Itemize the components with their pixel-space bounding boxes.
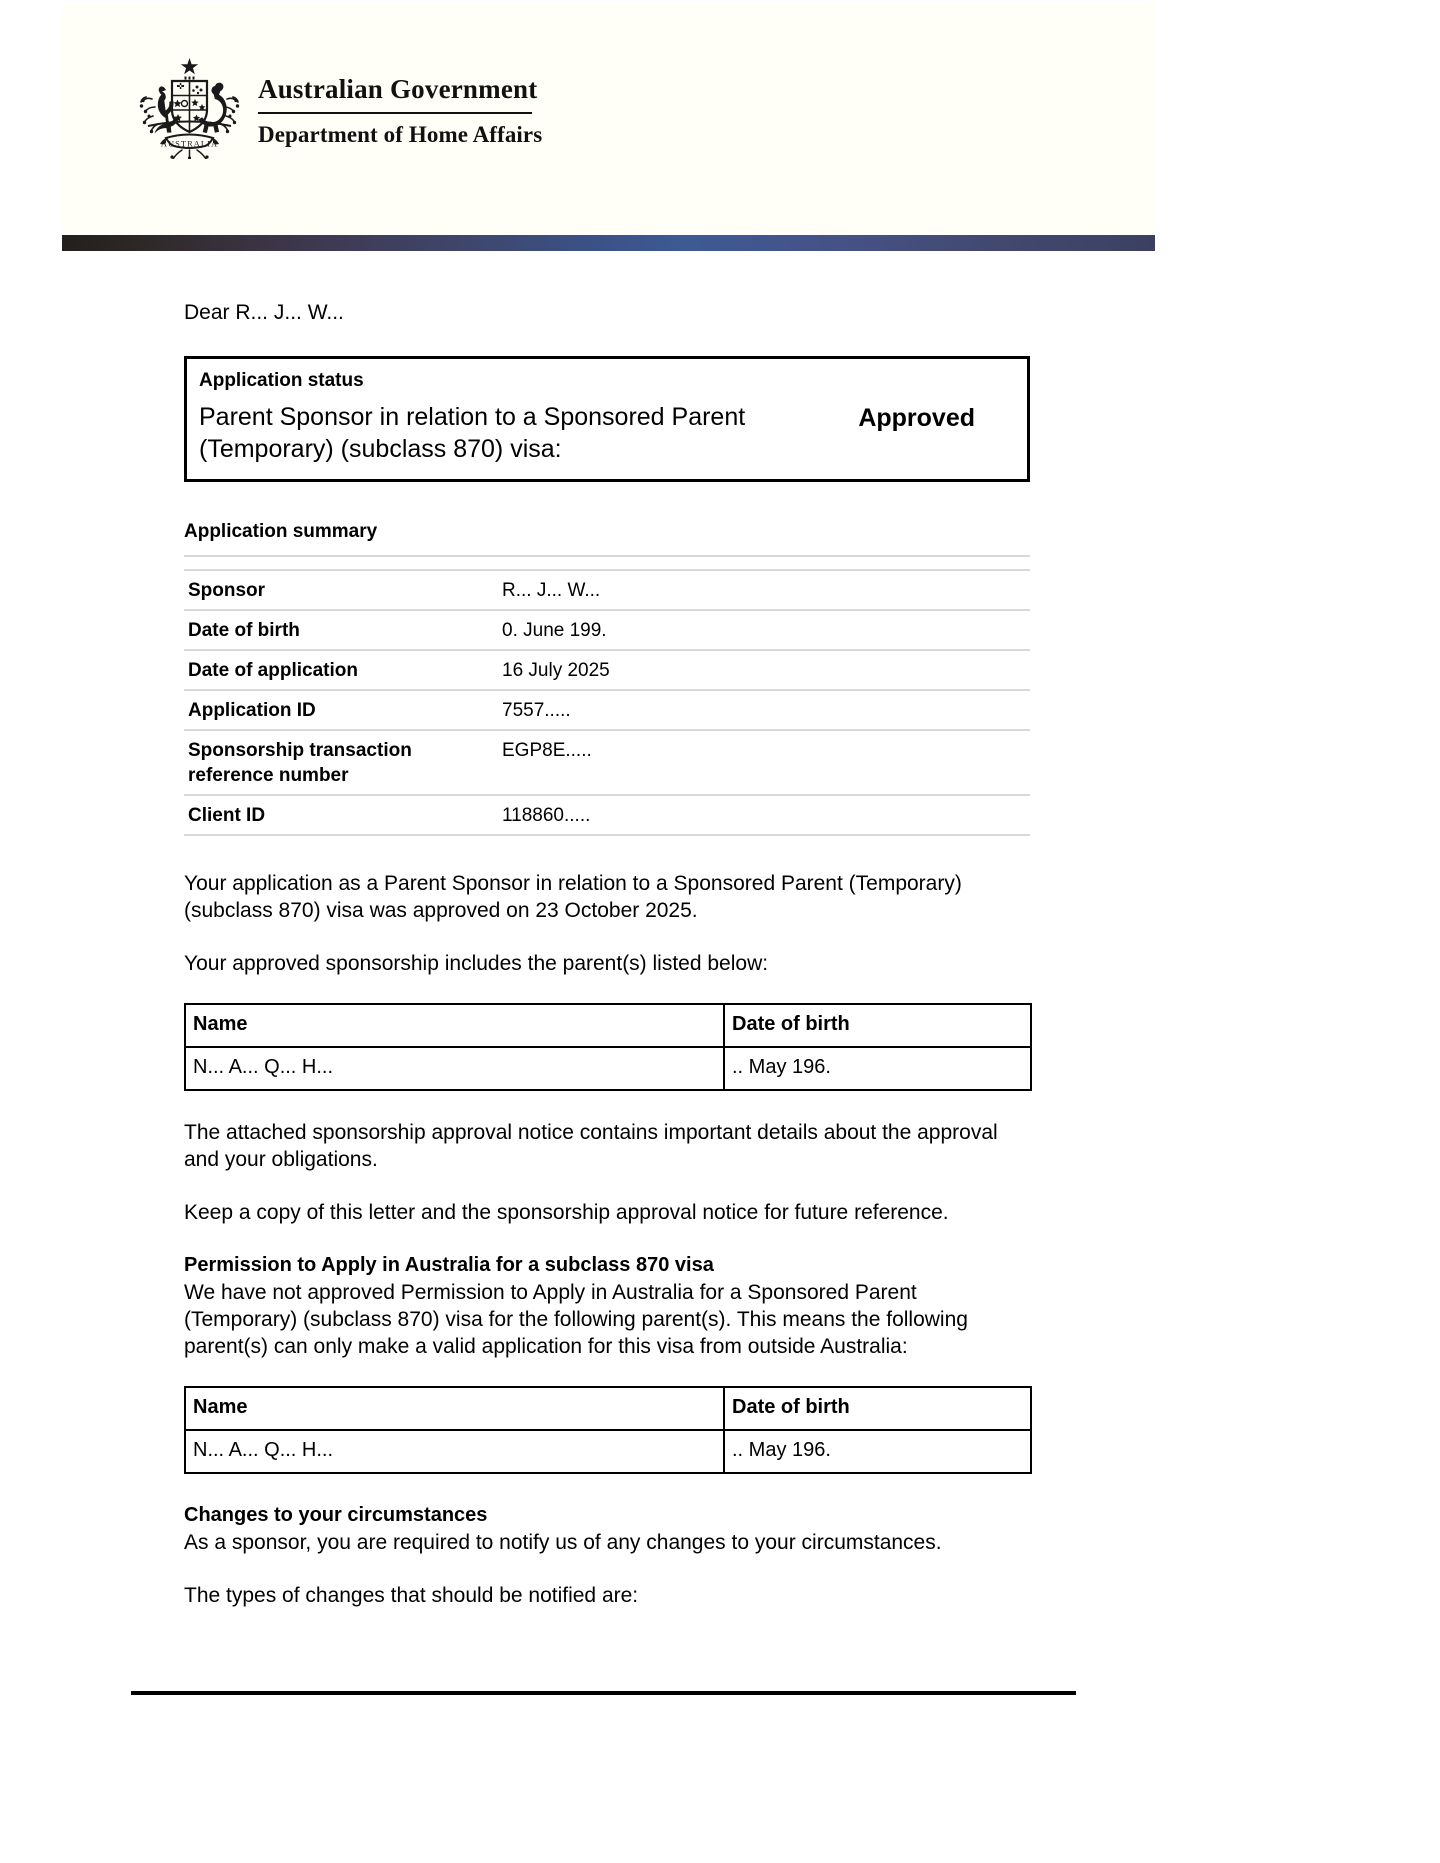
permission-parent-name: N... A... Q... H... bbox=[185, 1430, 724, 1473]
summary-top-rule-row bbox=[184, 556, 1030, 570]
attached-notice-paragraph: The attached sponsorship approval notice contains important details about the approval and your obligations. bbox=[184, 1121, 998, 1171]
table-row bbox=[184, 690, 1030, 730]
table-row bbox=[185, 1047, 1031, 1090]
summary-label-application-id: Application ID bbox=[184, 690, 498, 730]
includes-parents-paragraph: Your approved sponsorship includes the parent(s) listed below: bbox=[184, 952, 769, 975]
summary-label-sponsor: Sponsor bbox=[184, 570, 498, 610]
application-status-heading: Application status bbox=[199, 370, 364, 391]
government-wordmark bbox=[258, 74, 558, 148]
permission-to-apply-body: We have not approved Permission to Apply in Australia for a Sponsored Parent (Temporary) (subclass 870) visa for the following parent(s). This means the following parent(s) can only make a valid application for this visa from outside Australia: bbox=[184, 1281, 968, 1358]
brand-gradient-bar bbox=[62, 235, 1155, 251]
table-header-row bbox=[185, 1387, 1031, 1430]
wordmark-divider bbox=[258, 112, 532, 114]
wordmark-line-department: Department of Home Affairs bbox=[258, 122, 543, 147]
summary-value-client-id: 118860..... bbox=[498, 795, 1030, 835]
permission-parents-table bbox=[184, 1386, 1032, 1474]
approved-parents-header-dob: Date of birth bbox=[724, 1004, 1031, 1047]
table-row bbox=[185, 1430, 1031, 1473]
keep-copy-paragraph: Keep a copy of this letter and the sponsorship approval notice for future reference. bbox=[184, 1201, 949, 1224]
salutation: Dear R... J... W... bbox=[184, 301, 344, 324]
table-row bbox=[184, 730, 1030, 795]
summary-label-date-of-birth: Date of birth bbox=[184, 610, 498, 650]
approved-parents-table bbox=[184, 1003, 1032, 1091]
table-row bbox=[184, 570, 1030, 610]
wordmark-line-australian-government: Australian Government bbox=[258, 74, 538, 104]
application-summary-heading: Application summary bbox=[184, 521, 378, 542]
approval-paragraph: Your application as a Parent Sponsor in relation to a Sponsored Parent (Temporary) (subclass 870) visa was approved on 23 October 2025. bbox=[184, 872, 962, 922]
table-row bbox=[184, 650, 1030, 690]
approved-parent-dob: .. May 196. bbox=[724, 1047, 1031, 1090]
changes-to-circumstances-heading: Changes to your circumstances bbox=[184, 1504, 488, 1526]
types-of-changes-paragraph: The types of changes that should be notified are: bbox=[184, 1584, 639, 1607]
summary-label-sponsorship-transaction-reference-number: Sponsorship transaction reference number bbox=[184, 730, 498, 795]
approved-parents-header-name: Name bbox=[185, 1004, 724, 1047]
masthead bbox=[62, 4, 1155, 234]
approved-parent-name: N... A... Q... H... bbox=[185, 1047, 724, 1090]
summary-value-sponsorship-transaction-reference-number: EGP8E..... bbox=[498, 730, 1030, 795]
application-status-row bbox=[199, 401, 1015, 465]
summary-value-date-of-birth: 0. June 199. bbox=[498, 610, 1030, 650]
letter-body bbox=[184, 300, 1030, 1635]
australian-coat-of-arms-icon bbox=[122, 54, 257, 159]
summary-label-date-of-application: Date of application bbox=[184, 650, 498, 690]
permission-parents-header-name: Name bbox=[185, 1387, 724, 1430]
svg-text:AUSTRALIA: AUSTRALIA bbox=[160, 139, 219, 149]
permission-parents-header-dob: Date of birth bbox=[724, 1387, 1031, 1430]
application-status-description: Parent Sponsor in relation to a Sponsored Parent (Temporary) (subclass 870) visa: bbox=[199, 403, 746, 463]
table-row bbox=[184, 610, 1030, 650]
summary-value-application-id: 7557..... bbox=[498, 690, 1030, 730]
permission-to-apply-heading: Permission to Apply in Australia for a subclass 870 visa bbox=[184, 1254, 714, 1276]
table-header-row bbox=[185, 1004, 1031, 1047]
status-badge: Approved bbox=[858, 404, 975, 432]
application-summary-table bbox=[184, 555, 1030, 836]
table-row bbox=[184, 795, 1030, 835]
summary-label-client-id: Client ID bbox=[184, 795, 498, 835]
permission-parent-dob: .. May 196. bbox=[724, 1430, 1031, 1473]
footer-divider bbox=[131, 1691, 1076, 1695]
summary-value-sponsor: R... J... W... bbox=[498, 570, 1030, 610]
summary-value-date-of-application: 16 July 2025 bbox=[498, 650, 1030, 690]
application-status-box bbox=[184, 356, 1030, 482]
changes-to-circumstances-body: As a sponsor, you are required to notify us of any changes to your circumstances. bbox=[184, 1531, 942, 1554]
